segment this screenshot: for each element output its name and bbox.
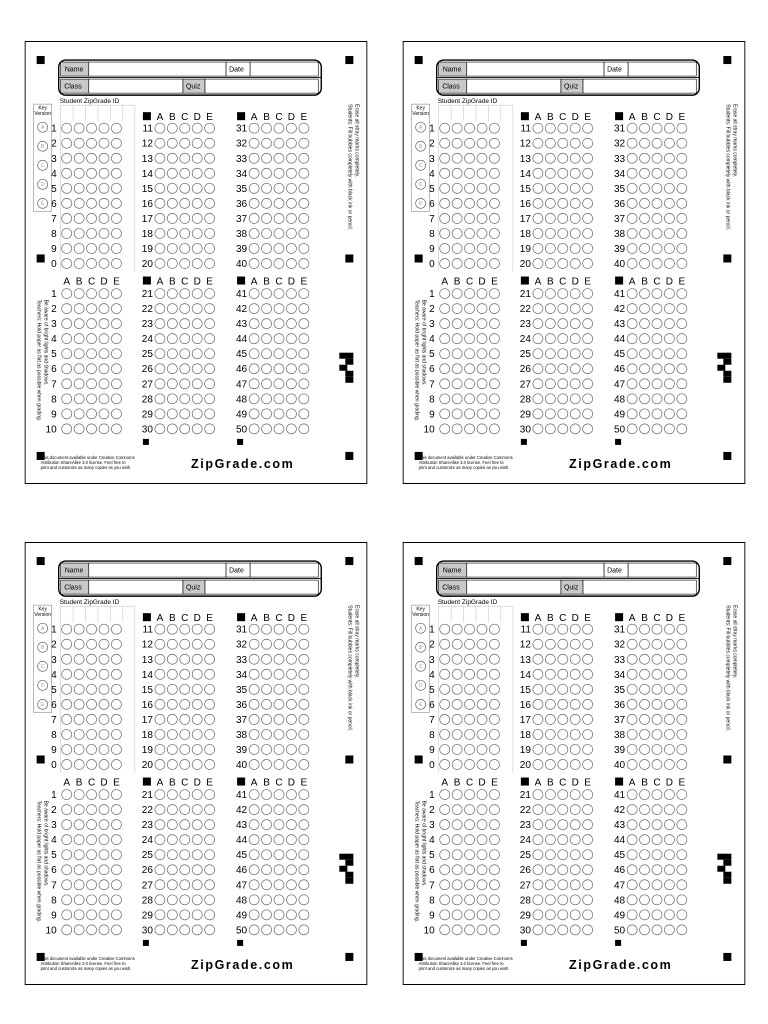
sheet-bottom-left	[11, 542, 381, 985]
sheet-bottom-right	[389, 542, 759, 985]
sheet-top-left	[11, 41, 381, 484]
sheet-top-right	[389, 41, 759, 484]
